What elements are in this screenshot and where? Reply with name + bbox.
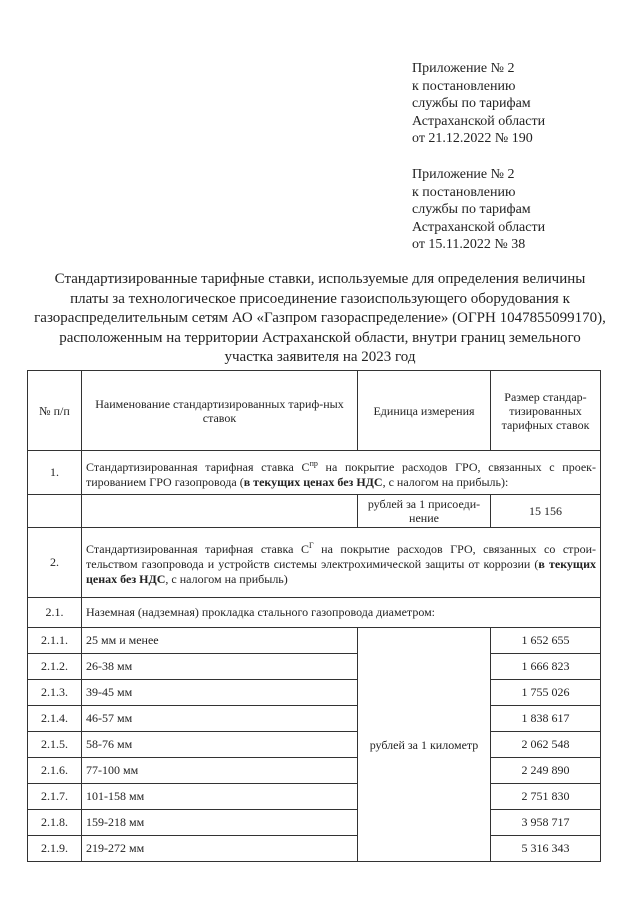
row-num: 1. [28, 451, 82, 495]
table-row-1-value [28, 495, 601, 528]
row-num: 2.1.3. [28, 680, 82, 706]
appendix-line: к постановлению [412, 184, 516, 200]
diameter-cell: 219-272 мм [82, 836, 358, 862]
text-part: на покрытие расходов ГРО, связанных с проек-тированием ГРО газопровода ( [86, 459, 596, 489]
tariff-table [27, 370, 601, 862]
appendix-line: Приложение № 2 [412, 167, 515, 182]
value-cell: 1 652 655 [491, 628, 601, 654]
text-part: , с налогом на прибыль) [165, 572, 288, 586]
table-row [28, 758, 601, 784]
value-cell: 1 838 617 [491, 706, 601, 732]
text-part: Стандартизированная тарифная ставка С [86, 459, 310, 474]
row-description: Наземная (надземная) прокладка стального газопровода диаметром: [82, 598, 601, 628]
row-num: 2.1.2. [28, 654, 82, 680]
table-row [28, 732, 601, 758]
row-num: 2.1.8. [28, 810, 82, 836]
appendix-line: Приложение № 2 [412, 61, 515, 76]
row-num: 2.1.6. [28, 758, 82, 784]
row-num: 2.1.1. [28, 628, 82, 654]
text-part: Стандартизированная тарифная ставка С [86, 542, 310, 556]
row-num: 2.1.5. [28, 732, 82, 758]
empty-cell [28, 495, 82, 528]
bold-text: в текущих ценах без НДС [243, 474, 383, 489]
table-row [28, 706, 601, 732]
value-cell: 1 755 026 [491, 680, 601, 706]
appendix-line: службы по тарифам [412, 96, 531, 111]
appendix-line: Астраханской области [412, 219, 546, 235]
diameter-cell: 26-38 мм [82, 654, 358, 680]
value-cell: 15 156 [491, 495, 601, 528]
superscript: Г [309, 541, 314, 550]
row-num: 2. [28, 528, 82, 598]
diameter-cell: 39-45 мм [82, 680, 358, 706]
value-cell: 2 751 830 [491, 784, 601, 810]
diameter-cell: 77-100 мм [82, 758, 358, 784]
value-cell: 5 316 343 [491, 836, 601, 862]
document-title: Стандартизированные тарифные ставки, используемые для определения величины платы за технологическое присоединение газоиспользующего оборудования к газораспределительным сетям АО «Газпром газораспределение» (ОГРН 1047855099170), расположенным на территории Астраханской области, внутри границ земельного участка заявителя на 2023 год [34, 271, 606, 365]
appendix-block-original [412, 166, 545, 254]
header-num: № п/п [28, 371, 82, 451]
header-name: Наименование стандартизированных тариф-ных ставок [82, 371, 358, 451]
table-header-row [28, 371, 601, 451]
text-part: , с налогом на прибыль): [382, 474, 509, 489]
appendix-line: от 15.11.2022 № 38 [412, 237, 526, 252]
row-num: 2.1. [28, 598, 82, 628]
diameter-cell: 25 мм и менее [82, 628, 358, 654]
table-row [28, 654, 601, 680]
table-row-2-1 [28, 598, 601, 628]
row-description [82, 451, 601, 495]
table-row-1 [28, 451, 601, 495]
table-row [28, 680, 601, 706]
diameter-cell: 46-57 мм [82, 706, 358, 732]
superscript: пр [309, 458, 318, 468]
table-row [28, 628, 601, 654]
appendix-line: Астраханской области [412, 113, 546, 129]
text-part: на покрытие расходов ГРО, связанных со строи-тельством газопровода и устройств системы электрохимической защиты от коррозии ( [86, 542, 596, 571]
appendix-line: службы по тарифам [412, 202, 531, 217]
diameter-cell: 101-158 мм [82, 784, 358, 810]
table-row [28, 836, 601, 862]
row-num: 2.1.9. [28, 836, 82, 862]
diameter-cell: 58-76 мм [82, 732, 358, 758]
empty-cell [82, 495, 358, 528]
header-unit: Единица измерения [358, 371, 491, 451]
unit-cell: рублей за 1 присоеди-нение [358, 495, 491, 528]
value-cell: 2 249 890 [491, 758, 601, 784]
row-num: 2.1.7. [28, 784, 82, 810]
table-row [28, 810, 601, 836]
unit-cell: рублей за 1 километр [358, 628, 491, 862]
header-size: Размер стандар-тизированных тарифных ставок [491, 371, 601, 451]
table-row [28, 784, 601, 810]
bold-text: в текущих ценах без НДС [86, 557, 596, 586]
row-num: 2.1.4. [28, 706, 82, 732]
value-cell: 1 666 823 [491, 654, 601, 680]
appendix-line: к постановлению [412, 78, 516, 94]
value-cell: 2 062 548 [491, 732, 601, 758]
row-description [82, 528, 601, 598]
table-row-2 [28, 528, 601, 598]
value-cell: 3 958 717 [491, 810, 601, 836]
diameter-cell: 159-218 мм [82, 810, 358, 836]
appendix-line: от 21.12.2022 № 190 [412, 131, 533, 146]
appendix-block-current [412, 60, 545, 148]
